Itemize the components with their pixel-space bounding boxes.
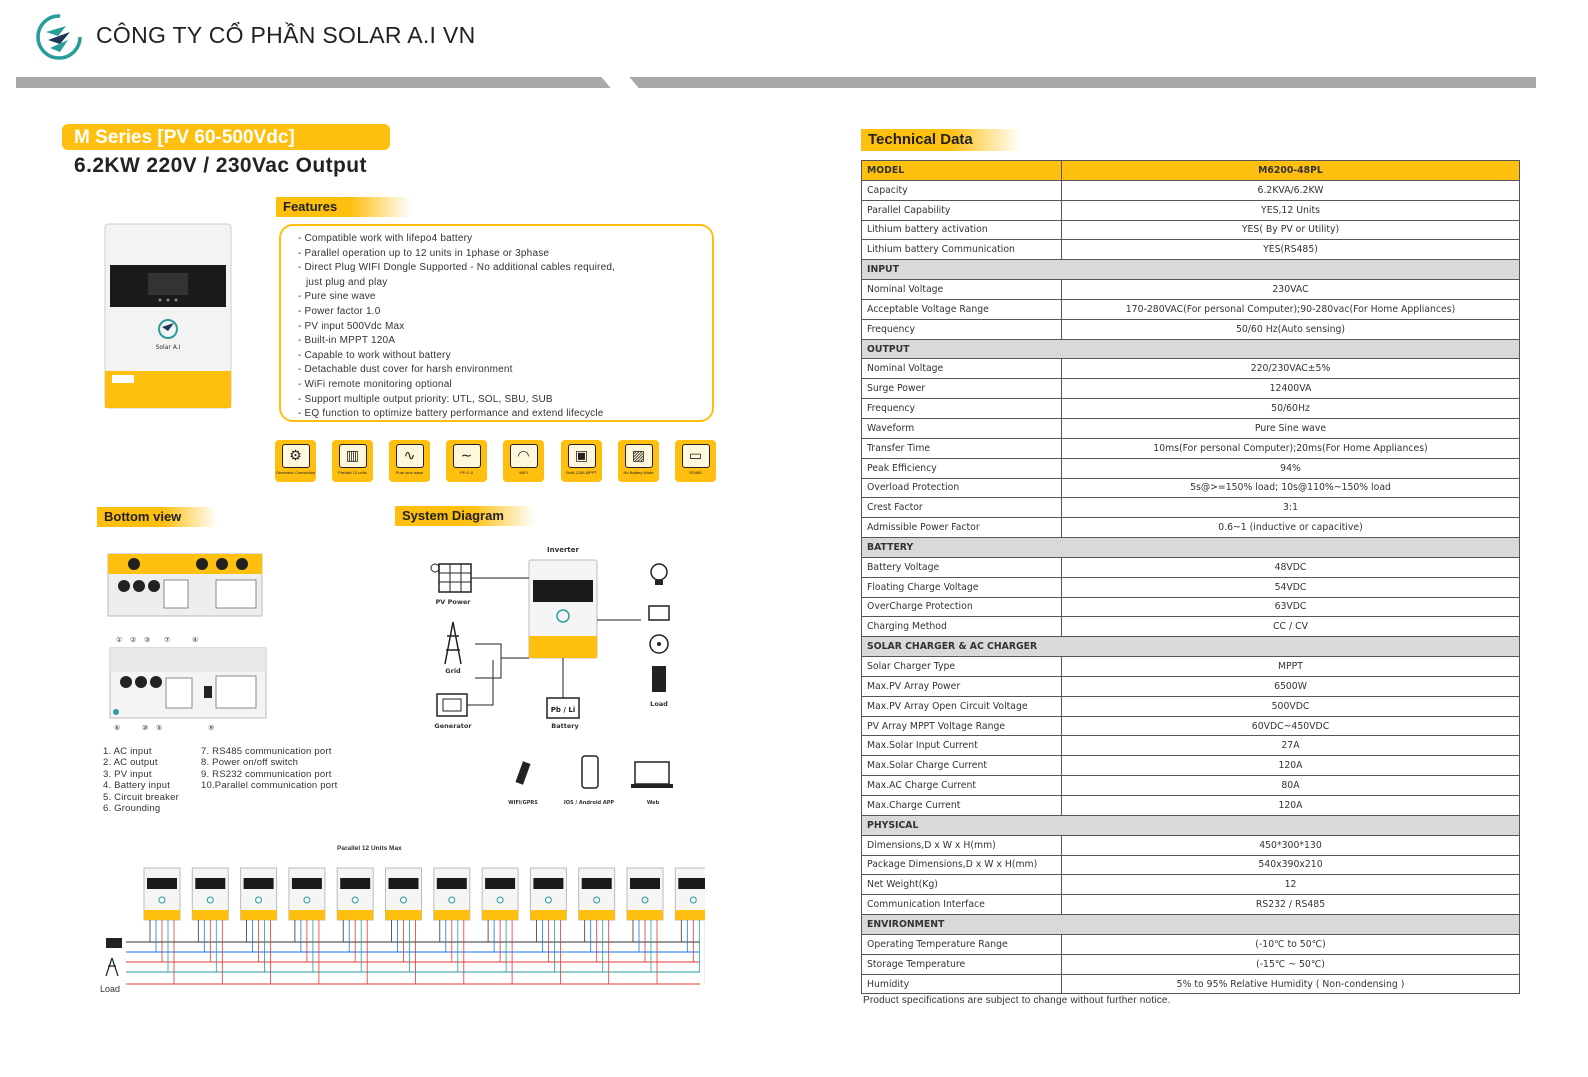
spec-section-title: BATTERY [862,538,1520,558]
svg-text:Web: Web [646,800,660,806]
spec-value: 6500W [1062,676,1520,696]
spec-key: Humidity [862,974,1062,994]
phone-icon [582,756,598,788]
parallel-inverter-unit [386,868,422,984]
spec-value: 63VDC [1062,597,1520,617]
parallel-inverter-unit [241,868,277,984]
spec-section-title: ENVIRONMENT [862,915,1520,935]
spec-value: 94% [1062,458,1520,478]
parallel-inverter-unit [434,868,470,984]
feature-item: - Detachable dust cover for harsh environment [298,364,513,376]
header-divider [16,77,1536,88]
power-factor-icon: ∼ PF=1.0 [446,440,487,482]
spec-value: 540x390x210 [1062,855,1520,875]
system-diagram-title: System Diagram [395,506,535,526]
spec-row [862,934,1520,954]
spec-row [862,796,1520,816]
grid-tower-icon [445,622,461,664]
spec-row [862,399,1520,419]
parallel-inverter-unit [579,868,615,984]
spec-value: 3:1 [1062,498,1520,518]
spec-key: Dimensions,D x W x H(mm) [862,835,1062,855]
pure-sine-wave-icon: ∿ Pure sine wave [389,440,430,482]
fan-icon [650,635,668,653]
spec-row [862,319,1520,339]
spec-value: 50/60Hz [1062,399,1520,419]
parallel-inverter-unit [675,868,705,984]
parallel-inverter-unit [289,868,325,984]
parallel-inverter-unit [192,868,228,984]
grid-tower-icon [106,958,118,976]
spec-row [862,498,1520,518]
spec-key: Frequency [862,399,1062,419]
bottom-legend-right: 7. RS485 communication port 8. Power on/off switch 9. RS232 communication port 10.Parallel communication port [201,746,338,792]
svg-text:⑩: ⑩ [142,725,149,732]
svg-text:PV Power: PV Power [435,598,471,606]
spec-value: 220/230VAC±5% [1062,359,1520,379]
spec-key: Admissible Power Factor [862,518,1062,538]
feature-icon-row [275,440,718,482]
spec-key: Battery Voltage [862,557,1062,577]
spec-key: MODEL [862,161,1062,181]
spec-row [862,756,1520,776]
svg-text:Grid: Grid [445,667,461,675]
series-title: M Series [PV 60-500Vdc] [62,124,390,150]
parallel-title: Parallel 12 Units Max [337,845,402,852]
spec-value: 60VDC~450VDC [1062,716,1520,736]
spec-value: 120A [1062,756,1520,776]
spec-row [862,478,1520,498]
spec-value: 6.2KVA/6.2KW [1062,180,1520,200]
spec-row [862,180,1520,200]
spec-key: Communication Interface [862,895,1062,915]
spec-key: PV Array MPPT Voltage Range [862,716,1062,736]
svg-text:Battery: Battery [551,722,579,730]
spec-key: Max.Solar Input Current [862,736,1062,756]
mppt-chip-icon: ▣ Built-120A MPPT [561,440,602,482]
spec-row [862,776,1520,796]
feature-item: - Direct Plug WIFI Dongle Supported - No additional cables required, [298,262,616,274]
feature-item: - Pure sine wave [298,291,376,303]
bottom-legend-left: 1. AC input 2. AC output 3. PV input 4. Battery input 5. Circuit breaker 6. Grounding [103,746,179,815]
spec-value: 170-280VAC(For personal Computer);90-280vac(For Home Appliances) [1062,299,1520,319]
spec-key: Crest Factor [862,498,1062,518]
spec-value: 12 [1062,875,1520,895]
spec-row [862,280,1520,300]
tv-icon [649,606,669,620]
svg-text:③: ③ [144,637,151,644]
spec-section-row [862,815,1520,835]
svg-text:⑥: ⑥ [114,725,121,732]
spec-section-title: INPUT [862,260,1520,280]
spec-row [862,716,1520,736]
svg-text:Inverter: Inverter [547,546,579,554]
spec-value: 50/60 Hz(Auto sensing) [1062,319,1520,339]
spec-row [862,676,1520,696]
system-diagram [425,540,685,810]
spec-key: Transfer Time [862,438,1062,458]
spec-value: 5s@>=150% load; 10s@110%~150% load [1062,478,1520,498]
spec-row [862,220,1520,240]
spec-row [862,418,1520,438]
product-subtitle: 6.2KW 220V / 230Vac Output [74,154,367,177]
spec-value: 54VDC [1062,577,1520,597]
spec-key: Surge Power [862,379,1062,399]
svg-text:⑦: ⑦ [164,637,171,644]
technical-data-table [861,160,1520,994]
parallel-inverter-unit [627,868,663,984]
generator-connection-icon: ⚙ Generator Connection [275,440,316,482]
fridge-icon [652,666,666,692]
spec-row [862,379,1520,399]
spec-section-row [862,915,1520,935]
spec-row [862,974,1520,994]
spec-value: YES( By PV or Utility) [1062,220,1520,240]
inverter-front-image [104,223,232,409]
parallel-wiring-diagram [100,862,705,996]
spec-value: CC / CV [1062,617,1520,637]
features-list [279,224,714,422]
spec-key: Storage Temperature [862,954,1062,974]
feature-item: - WiFi remote monitoring optional [298,378,452,390]
spec-row [862,359,1520,379]
feature-item: - EQ function to optimize battery performance and extend lifecycle [298,408,604,420]
inverter-bottom-diagram [104,634,270,734]
spec-value: MPPT [1062,657,1520,677]
spec-value: 450*300*130 [1062,835,1520,855]
wifi-dongle-icon [515,761,530,784]
spec-key: Frequency [862,319,1062,339]
svg-text:⑨: ⑨ [208,725,215,732]
spec-row [862,438,1520,458]
svg-text:④: ④ [192,637,199,644]
spec-key: Max.AC Charge Current [862,776,1062,796]
spec-section-title: PHYSICAL [862,815,1520,835]
spec-row [862,696,1520,716]
spec-section-title: OUTPUT [862,339,1520,359]
spec-row [862,895,1520,915]
parallel-inverter-unit [144,868,180,984]
svg-text:WIFI/GPRS: WIFI/GPRS [508,800,538,806]
spec-key: Acceptable Voltage Range [862,299,1062,319]
spec-key: Max.Solar Charge Current [862,756,1062,776]
spec-value: Pure Sine wave [1062,418,1520,438]
spec-key: Floating Charge Voltage [862,577,1062,597]
company-logo [36,14,82,60]
technical-data-title: Technical Data [861,129,1021,151]
lightbulb-icon [651,564,667,585]
spec-value: YES(RS485) [1062,240,1520,260]
features-title: Features [276,197,411,217]
spec-row [862,200,1520,220]
spec-key: Solar Charger Type [862,657,1062,677]
laptop-icon [631,762,673,788]
no-battery-mode-icon: ▨ No Battery Mode [618,440,659,482]
device-brand-label: Solar A.I [155,344,181,351]
parallel-inverter-unit [530,868,566,984]
spec-row [862,875,1520,895]
feature-item: - Compatible work with lifepo4 battery [298,233,473,244]
spec-section-row [862,637,1520,657]
spec-row [862,299,1520,319]
svg-text:Load: Load [650,700,668,708]
feature-item: just plug and play [306,276,388,288]
spec-row [862,458,1520,478]
spec-model-row [862,161,1520,181]
svg-text:Pb / Li: Pb / Li [550,706,576,714]
spec-key: OverCharge Protection [862,597,1062,617]
feature-item: - PV input 500Vdc Max [298,320,405,332]
spec-row [862,240,1520,260]
spec-value: YES,12 Units [1062,200,1520,220]
spec-row [862,518,1520,538]
spec-value: (-10℃ to 50℃) [1062,934,1520,954]
feature-item: - Support multiple output priority: UTL, SOL, SBU, SUB [298,393,553,405]
battery-icon [547,698,579,718]
bottom-view-title: Bottom view [97,507,217,527]
spec-key: Max.Charge Current [862,796,1062,816]
spec-value: RS232 / RS485 [1062,895,1520,915]
spec-row [862,577,1520,597]
spec-row [862,855,1520,875]
svg-text:②: ② [130,637,137,644]
svg-text:①: ① [116,637,123,644]
inverter-bottom-photo [104,550,269,622]
spec-row [862,736,1520,756]
spec-key: Waveform [862,418,1062,438]
spec-disclaimer: Product specifications are subject to change without further notice. [863,995,1171,1006]
spec-value: 10ms(For personal Computer);20ms(For Home Appliances) [1062,438,1520,458]
spec-key: Capacity [862,180,1062,200]
wifi-icon: ◠ WIFI [503,440,544,482]
spec-section-row [862,260,1520,280]
spec-row [862,597,1520,617]
spec-value: 5% to 95% Relative Humidity ( Non-condensing ) [1062,974,1520,994]
spec-key: Package Dimensions,D x W x H(mm) [862,855,1062,875]
spec-value: 80A [1062,776,1520,796]
rs485-icon: ▭ RS485 [675,440,716,482]
svg-text:⑤: ⑤ [156,725,163,732]
feature-item: - Capable to work without battery [298,349,451,361]
spec-value: 48VDC [1062,557,1520,577]
spec-row [862,954,1520,974]
parallel-units-icon: ▥ Parallel 12 units [332,440,373,482]
spec-key: Lithium battery Communication [862,240,1062,260]
spec-key: Net Weight(Kg) [862,875,1062,895]
spec-key: Overload Protection [862,478,1062,498]
spec-value: 12400VA [1062,379,1520,399]
spec-key: Max.PV Array Open Circuit Voltage [862,696,1062,716]
spec-value: M6200-48PL [1062,161,1520,181]
svg-text:Generator: Generator [434,722,472,730]
spec-row [862,557,1520,577]
spec-key: Lithium battery activation [862,220,1062,240]
spec-row [862,657,1520,677]
spec-value: 500VDC [1062,696,1520,716]
spec-row [862,617,1520,637]
parallel-inverter-unit [482,868,518,984]
feature-item: - Built-in MPPT 120A [298,335,396,347]
pv-panel-icon [431,564,471,592]
spec-key: Nominal Voltage [862,359,1062,379]
battery-bank-icon [106,938,122,948]
spec-row [862,835,1520,855]
spec-key: Parallel Capability [862,200,1062,220]
spec-section-row [862,339,1520,359]
spec-value: 120A [1062,796,1520,816]
spec-key: Max.PV Array Power [862,676,1062,696]
spec-key: Peak Efficiency [862,458,1062,478]
company-name: CÔNG TY CỔ PHẦN SOLAR A.I VN [96,22,476,48]
generator-icon [437,694,467,716]
feature-item: - Parallel operation up to 12 units in 1phase or 3phase [298,247,550,259]
spec-key: Nominal Voltage [862,280,1062,300]
parallel-inverter-unit [337,868,373,984]
spec-value: (-15℃ ~ 50℃) [1062,954,1520,974]
svg-text:Load: Load [100,984,121,994]
spec-section-row [862,538,1520,558]
spec-value: 0.6~1 (inductive or capacitive) [1062,518,1520,538]
spec-section-title: SOLAR CHARGER & AC CHARGER [862,637,1520,657]
spec-value: 230VAC [1062,280,1520,300]
spec-key: Operating Temperature Range [862,934,1062,954]
svg-text:IOS / Android APP: IOS / Android APP [563,800,615,806]
spec-key: Charging Method [862,617,1062,637]
feature-item: - Power factor 1.0 [298,305,381,317]
spec-value: 27A [1062,736,1520,756]
